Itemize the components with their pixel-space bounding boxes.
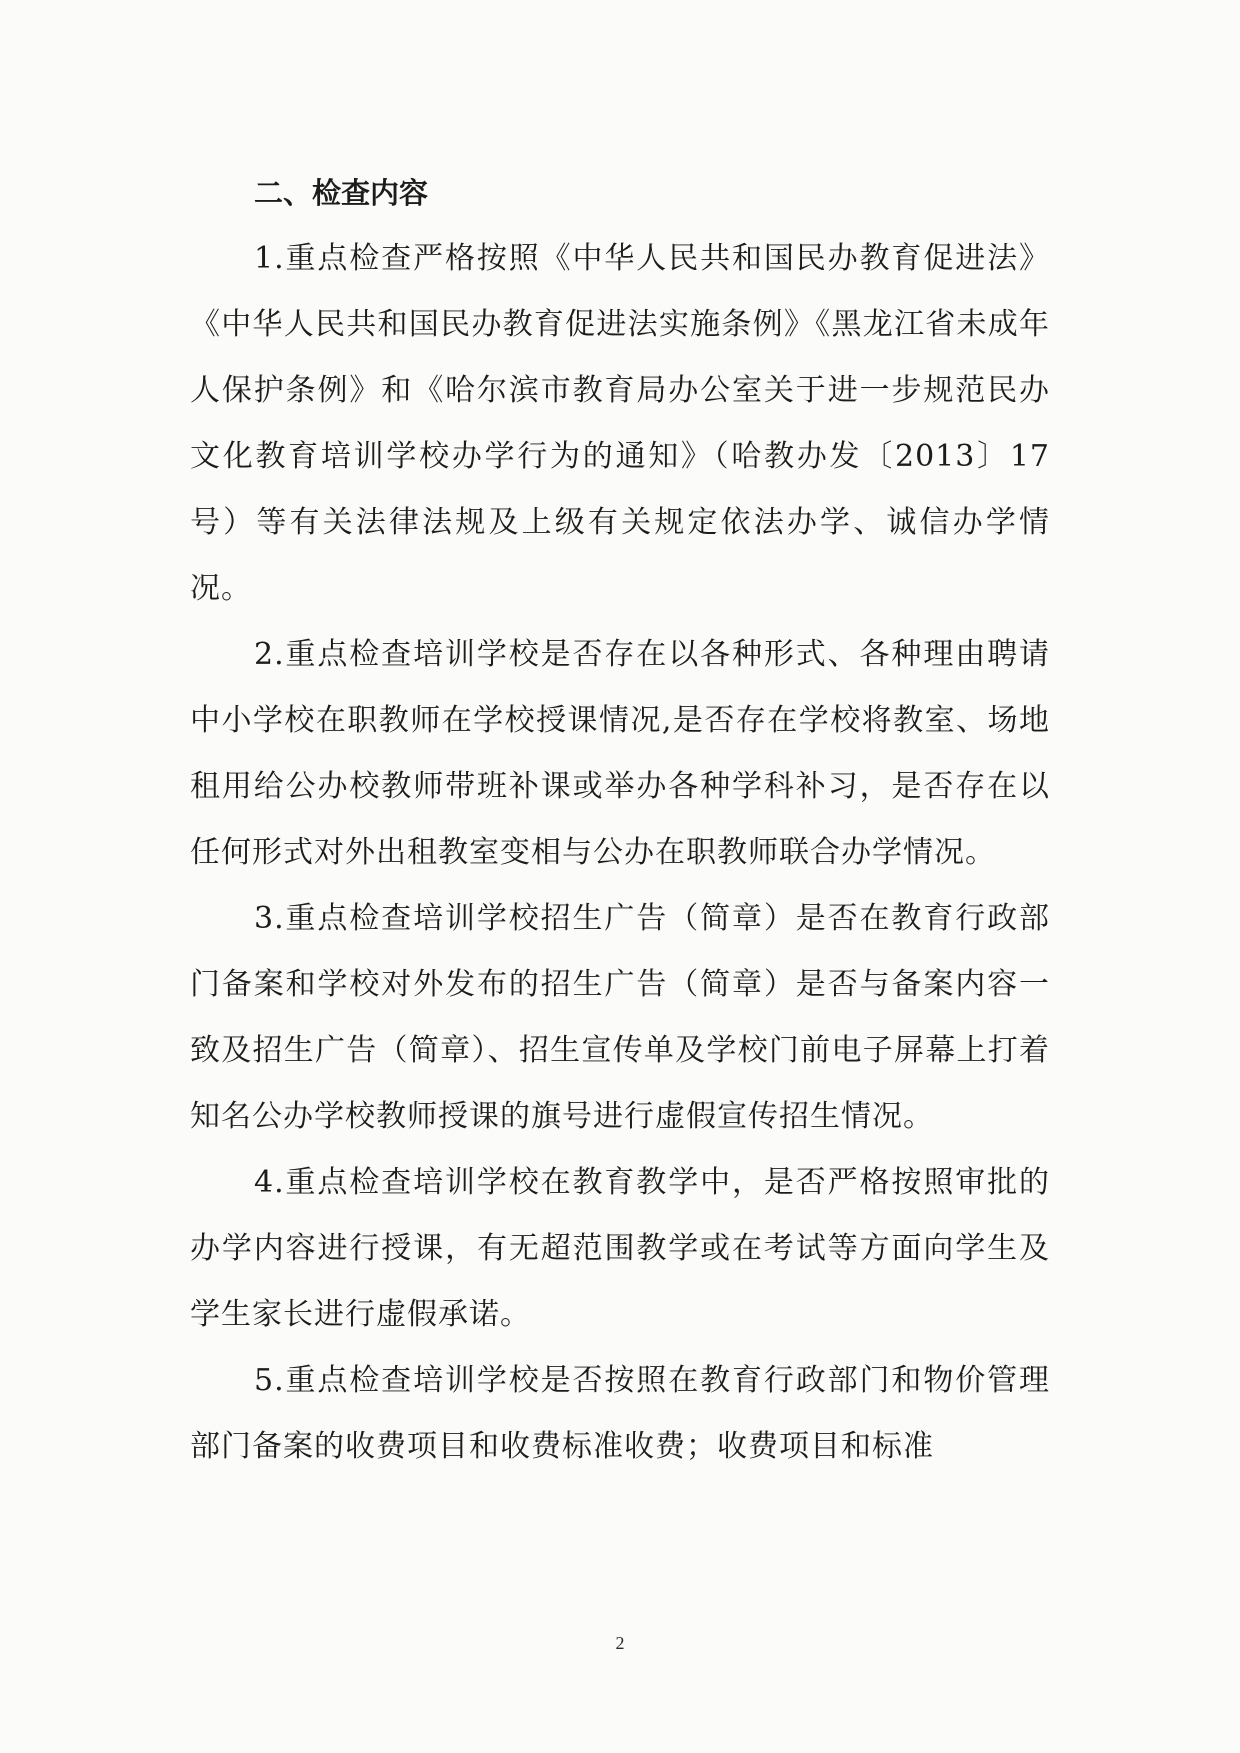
document-body — [190, 160, 1050, 1480]
paragraph-1: 1.重点检查严格按照《中华人民共和国民办教育促进法》《中华人民共和国民办教育促进法实施条例》《黑龙江省未成年人保护条例》和《哈尔滨市教育局办公室关于进一步规范民办文化教育培训学校办学行为的通知》（哈教办发〔2013〕17号）等有关法律法规及上级有关规定依法办学、诚信办学情况。 — [190, 241, 1050, 606]
paragraph-3: 3.重点检查培训学校招生广告（简章）是否在教育行政部门备案和学校对外发布的招生广告（简章）是否与备案内容一致及招生广告（简章）、招生宣传单及学校门前电子屏幕上打着知名公办学校教师授课的旗号进行虚假宣传招生情况。 — [190, 901, 1050, 1134]
paragraph-5: 5.重点检查培训学校是否按照在教育行政部门和物价管理部门备案的收费项目和收费标准收费；收费项目和标准 — [190, 1363, 1050, 1464]
section-heading: 二、检查内容 — [254, 176, 429, 210]
page-number: 2 — [615, 1633, 625, 1653]
paragraph-2: 2.重点检查培训学校是否存在以各种形式、各种理由聘请中小学校在职教师在学校授课情况,是否存在学校将教室、场地租用给公办校教师带班补课或举办各种学科补习，是否存在以任何形式对外出租教室变相与公办在职教师联合办学情况。 — [190, 637, 1050, 870]
paragraph-4: 4.重点检查培训学校在教育教学中，是否严格按照审批的办学内容进行授课，有无超范围教学或在考试等方面向学生及学生家长进行虚假承诺。 — [190, 1165, 1050, 1332]
